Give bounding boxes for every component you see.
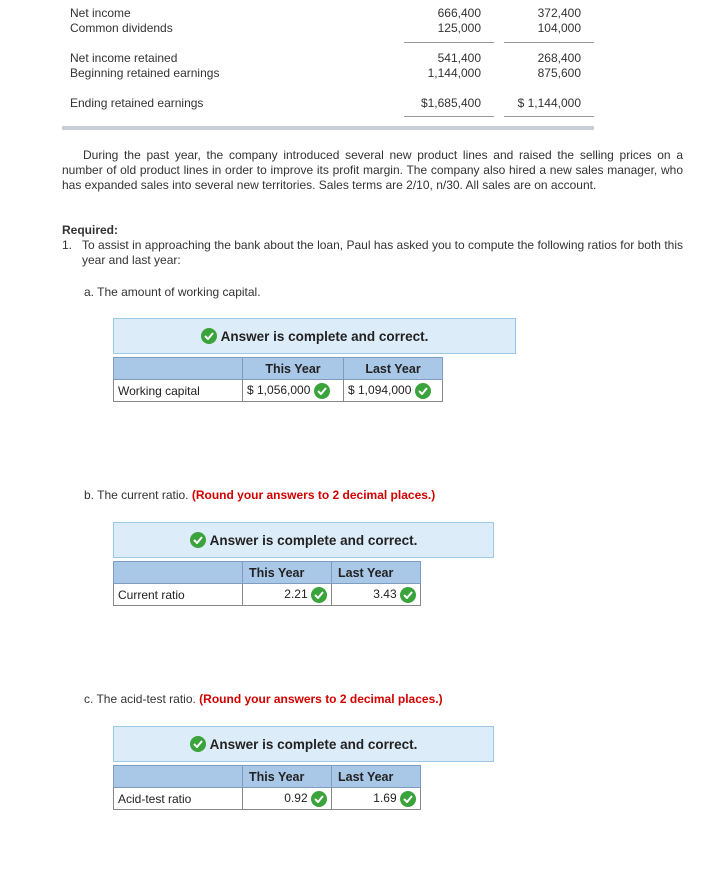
answer-cell-this-year[interactable] [243,380,344,402]
rounding-hint: (Round your answers to 2 decimal places.) [191,488,436,502]
header-last-year: Last Year [332,766,421,788]
header-last-year: Last Year [332,562,421,584]
part-c-label [84,692,443,706]
check-circle-icon [400,587,416,603]
banner-text: Answer is complete and correct. [209,532,418,548]
answer-value: 0.92 [284,790,308,805]
statement-row-label: Common dividends [70,21,173,35]
banner-text: Answer is complete and correct. [209,736,418,752]
part-b-label [84,488,435,502]
part-a-label [84,285,261,299]
current-ratio-table [113,561,421,606]
problem-paragraph: During the past year, the company introduced several new product lines and raised the selling prices on a number of old product lines in order to improve its profit margin. The company also hired a new sales manager, who has expanded sales into several new territories. Sales terms are 2/10, n/30. All sales are on account. [62,148,683,192]
statement-this-year: 1,144,000 [427,66,481,80]
answer-banner [113,522,494,558]
required-item-number: 1. [62,238,73,252]
answer-value: $ 1,094,000 [348,382,412,397]
row-label: Working capital [114,380,243,402]
part-label-text: c. The acid-test ratio. [84,692,196,706]
answer-cell-last-year[interactable] [332,584,421,606]
part-label-text: a. The amount of working capital. [84,285,261,299]
statement-row-label: Net income retained [70,51,178,65]
check-circle-icon [311,587,327,603]
statement-last-year: 268,400 [537,51,581,65]
check-circle-icon [190,532,206,548]
statement-row-label: Beginning retained earnings [70,66,220,80]
header-this-year: This Year [243,562,332,584]
table-row [114,788,421,810]
statement-this-year: $1,685,400 [420,96,481,110]
check-circle-icon [314,383,330,399]
check-circle-icon [415,383,431,399]
statement-row-label: Ending retained earnings [70,96,204,110]
statement-last-year: 372,400 [537,6,581,20]
answer-banner [113,318,516,354]
rounding-hint: (Round your answers to 2 decimal places.) [199,692,443,706]
statement-this-year: 541,400 [437,51,481,65]
table-row [114,380,443,402]
header-this-year: This Year [243,358,344,380]
table-row [114,584,421,606]
answer-value: 2.21 [284,586,308,601]
acid-test-table [113,765,421,810]
divider [504,42,594,43]
required-heading: Required: [62,223,119,237]
check-circle-icon [190,736,206,752]
statement-last-year: 875,600 [537,66,581,80]
header-blank [114,562,243,584]
required-item-text: To assist in approaching the bank about the loan, Paul has asked you to compute the following ratios for both this year and last year: [82,238,683,267]
statement-this-year: 666,400 [437,6,481,20]
divider [404,116,494,117]
statement-last-year: $ 1,144,000 [517,96,581,110]
header-this-year: This Year [243,766,332,788]
table-bottom-bar [62,126,594,130]
working-capital-table [113,357,443,402]
answer-value: $ 1,056,000 [247,382,311,397]
answer-banner [113,726,494,762]
header-last-year: Last Year [344,358,443,380]
banner-text: Answer is complete and correct. [220,328,429,344]
statement-this-year: 125,000 [437,21,481,35]
answer-cell-this-year[interactable] [243,788,332,810]
row-label: Acid-test ratio [114,788,243,810]
header-blank [114,358,243,380]
answer-cell-this-year[interactable] [243,584,332,606]
answer-value: 1.69 [373,790,397,805]
answer-value: 3.43 [373,586,397,601]
answer-cell-last-year[interactable] [332,788,421,810]
statement-row-label: Net income [70,6,131,20]
part-label-text: b. The current ratio. [84,488,189,502]
divider [504,116,594,117]
header-blank [114,766,243,788]
divider [404,42,494,43]
answer-cell-last-year[interactable] [344,380,443,402]
statement-last-year: 104,000 [537,21,581,35]
check-circle-icon [400,791,416,807]
check-circle-icon [201,328,217,344]
check-circle-icon [311,791,327,807]
row-label: Current ratio [114,584,243,606]
